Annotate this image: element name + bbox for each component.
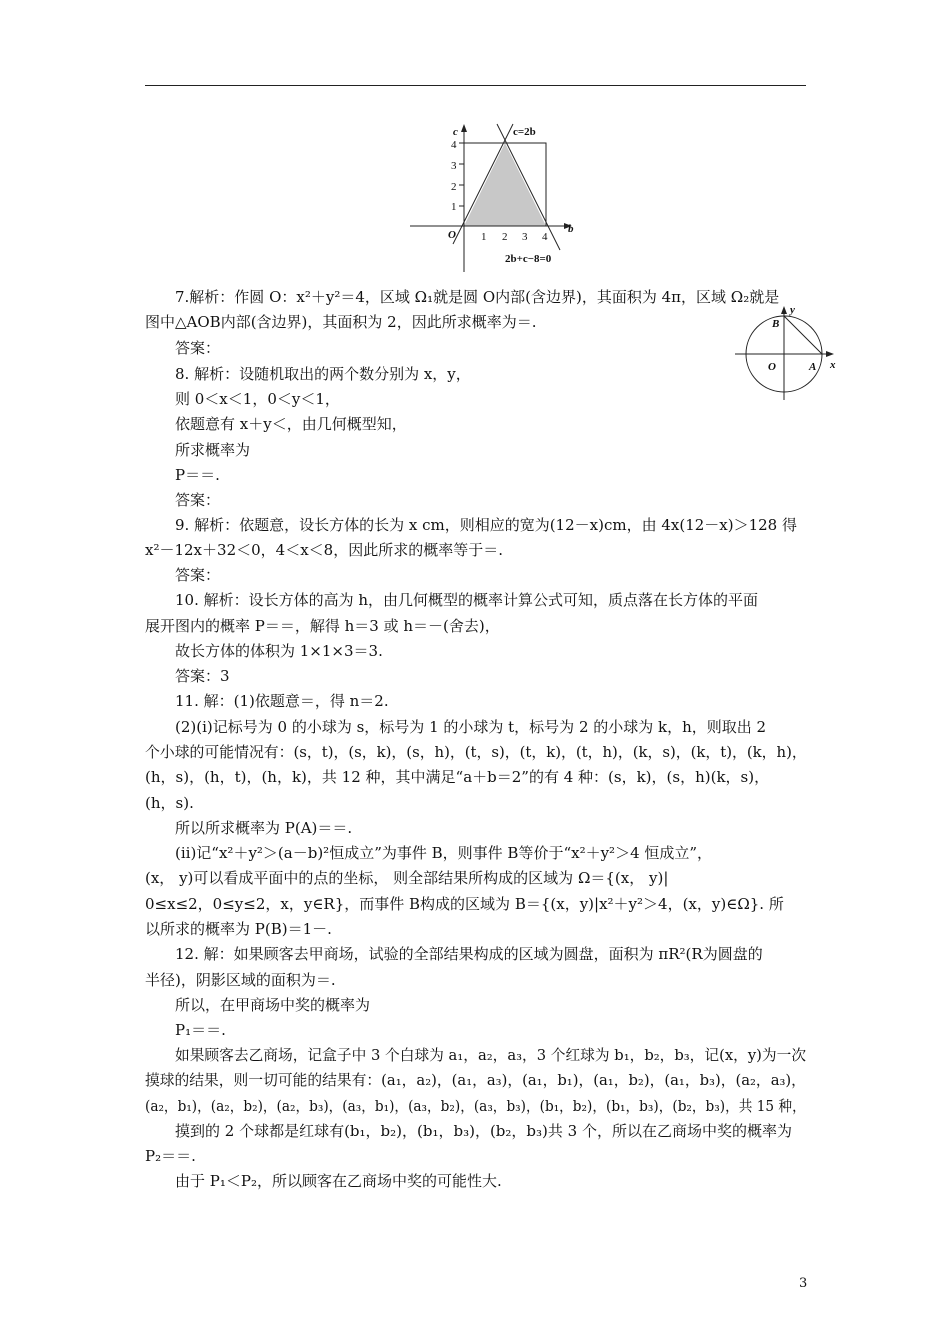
text-line: (x， y)可以看成平面中的点的坐标， 则全部结果所构成的区域为 Ω＝{(x， y)| xyxy=(145,869,669,887)
label-x: x xyxy=(830,359,836,371)
text-line: P₁＝＝. xyxy=(175,1021,226,1039)
text-line: 所求概率为 xyxy=(175,441,251,459)
y-tick-label: 1 xyxy=(451,201,457,213)
text-line: (a₂，b₁)，(a₂，b₂)，(a₂，b₃)，(a₃，b₁)，(a₃，b₂)，(a₃，b₃)，(b₁，b₂)，(b₁，b₃)，(b₂，b₃)，共 15 种， xyxy=(145,1097,806,1115)
label-y: y xyxy=(790,304,795,316)
text-line: 展开图内的概率 P＝＝，解得 h＝3 或 h＝－(舍去)， xyxy=(145,617,500,635)
page-number: 3 xyxy=(799,1276,808,1291)
text-line: 摸到的 2 个球都是红球有(b₁，b₂)，(b₁，b₃)，(b₂，b₃)共 3 个，所以在乙商场中奖的概率为 xyxy=(175,1122,792,1140)
text-line: 所以所求概率为 P(A)＝＝. xyxy=(175,819,353,837)
text-line: 答案： xyxy=(175,339,221,357)
text-line: 11. 解：(1)依题意＝，得 n＝2. xyxy=(175,692,389,710)
x-tick-label: 2 xyxy=(502,231,508,243)
text-line: 则 0＜x＜1，0＜y＜1， xyxy=(175,390,340,408)
text-line: 7.解析：作圆 O：x²＋y²＝4，区域 Ω₁就是圆 O内部(含边界)，其面积为 4π，区域 Ω₂就是 xyxy=(175,288,780,306)
y-tick-label: 4 xyxy=(451,139,457,151)
c-axis-label: c xyxy=(453,126,458,138)
text-line: 如果顾客去乙商场，记盒子中 3 个白球为 a₁，a₂，a₃，3 个红球为 b₁，b₂，b₃，记(x，y)为一次 xyxy=(175,1046,807,1064)
label-O: O xyxy=(768,361,776,373)
y-tick-label: 2 xyxy=(451,181,457,193)
text-line: 半径)，阴影区域的面积为＝. xyxy=(145,971,336,989)
text-line: 12. 解：如果顾客去甲商场，试验的全部结果构成的区域为圆盘，面积为 πR²(R为圆盘的 xyxy=(175,945,763,963)
text-line: (ⅱ)记“x²＋y²＞(a－b)²恒成立”为事件 B，则事件 B等价于“x²＋y²＞4 恒成立”， xyxy=(175,844,713,862)
line-label-c2b: c=2b xyxy=(513,126,536,138)
label-A: A xyxy=(809,361,817,373)
text-line: 图中△AOB内部(含边界)，其面积为 2，因此所求概率为＝. xyxy=(145,313,537,331)
x-tick-label: 1 xyxy=(481,231,487,243)
text-line: x²－12x＋32＜0，4＜x＜8，因此所求的概率等于＝. xyxy=(145,541,503,559)
text-line: (h，s)，(h，t)，(h，k)，共 12 种，其中满足“a＋b＝2”的有 4 种：(s，k)，(s，h)(k，s)， xyxy=(145,768,770,786)
text-line: 答案： xyxy=(175,491,221,509)
origin-label: O xyxy=(448,229,456,241)
circle-figure xyxy=(730,300,840,405)
text-line: 故长方体的体积为 1×1×3＝3. xyxy=(175,642,383,660)
text-line: P＝＝. xyxy=(175,466,220,484)
line-label-2bc8: 2b+c−8=0 xyxy=(505,253,552,265)
text-line: 依题意有 x＋y＜，由几何概型知， xyxy=(175,415,407,433)
b-axis-label: b xyxy=(568,223,574,235)
text-line: 答案：3 xyxy=(175,667,230,685)
header-rule xyxy=(145,85,806,86)
text-line: P₂＝＝. xyxy=(145,1147,196,1165)
text-line: 9. 解析：依题意，设长方体的长为 x cm，则相应的宽为(12－x)cm，由 4x(12－x)＞128 得 xyxy=(175,516,797,534)
x-tick-label: 4 xyxy=(542,231,548,243)
text-line: 个小球的可能情况有：(s，t)，(s，k)，(s，h)，(t，s)，(t，k)，(t，h)，(k，s)，(k，t)，(k，h)， xyxy=(145,743,807,761)
text-line: 以所求的概率为 P(B)＝1－. xyxy=(145,920,332,938)
y-tick-label: 3 xyxy=(451,160,457,172)
text-line: 0≤x≤2，0≤y≤2，x，y∈R}，而事件 B构成的区域为 B＝{(x，y)|x²＋y²＞4，(x，y)∈Ω}. 所 xyxy=(145,895,784,913)
region-figure xyxy=(405,120,585,280)
text-line: (2)(ⅰ)记标号为 0 的小球为 s，标号为 1 的小球为 t，标号为 2 的小球为 k，h，则取出 2 xyxy=(175,718,767,736)
x-tick-label: 3 xyxy=(522,231,528,243)
text-line: 摸球的结果，则一切可能的结果有：(a₁，a₂)，(a₁，a₃)，(a₁，b₁)，(a₁，b₂)，(a₁，b₃)，(a₂，a₃)， xyxy=(145,1071,806,1089)
text-line: 8. 解析：设随机取出的两个数分别为 x，y， xyxy=(175,365,471,383)
text-line: 10. 解析：设长方体的高为 h，由几何概型的概率计算公式可知，质点落在长方体的平面 xyxy=(175,591,759,609)
text-line: 由于 P₁＜P₂，所以顾客在乙商场中奖的可能性大. xyxy=(175,1172,502,1190)
text-line: 答案： xyxy=(175,566,221,584)
label-B: B xyxy=(772,318,780,330)
text-line: (h，s). xyxy=(145,794,194,812)
text-line: 所以，在甲商场中奖的概率为 xyxy=(175,996,371,1014)
